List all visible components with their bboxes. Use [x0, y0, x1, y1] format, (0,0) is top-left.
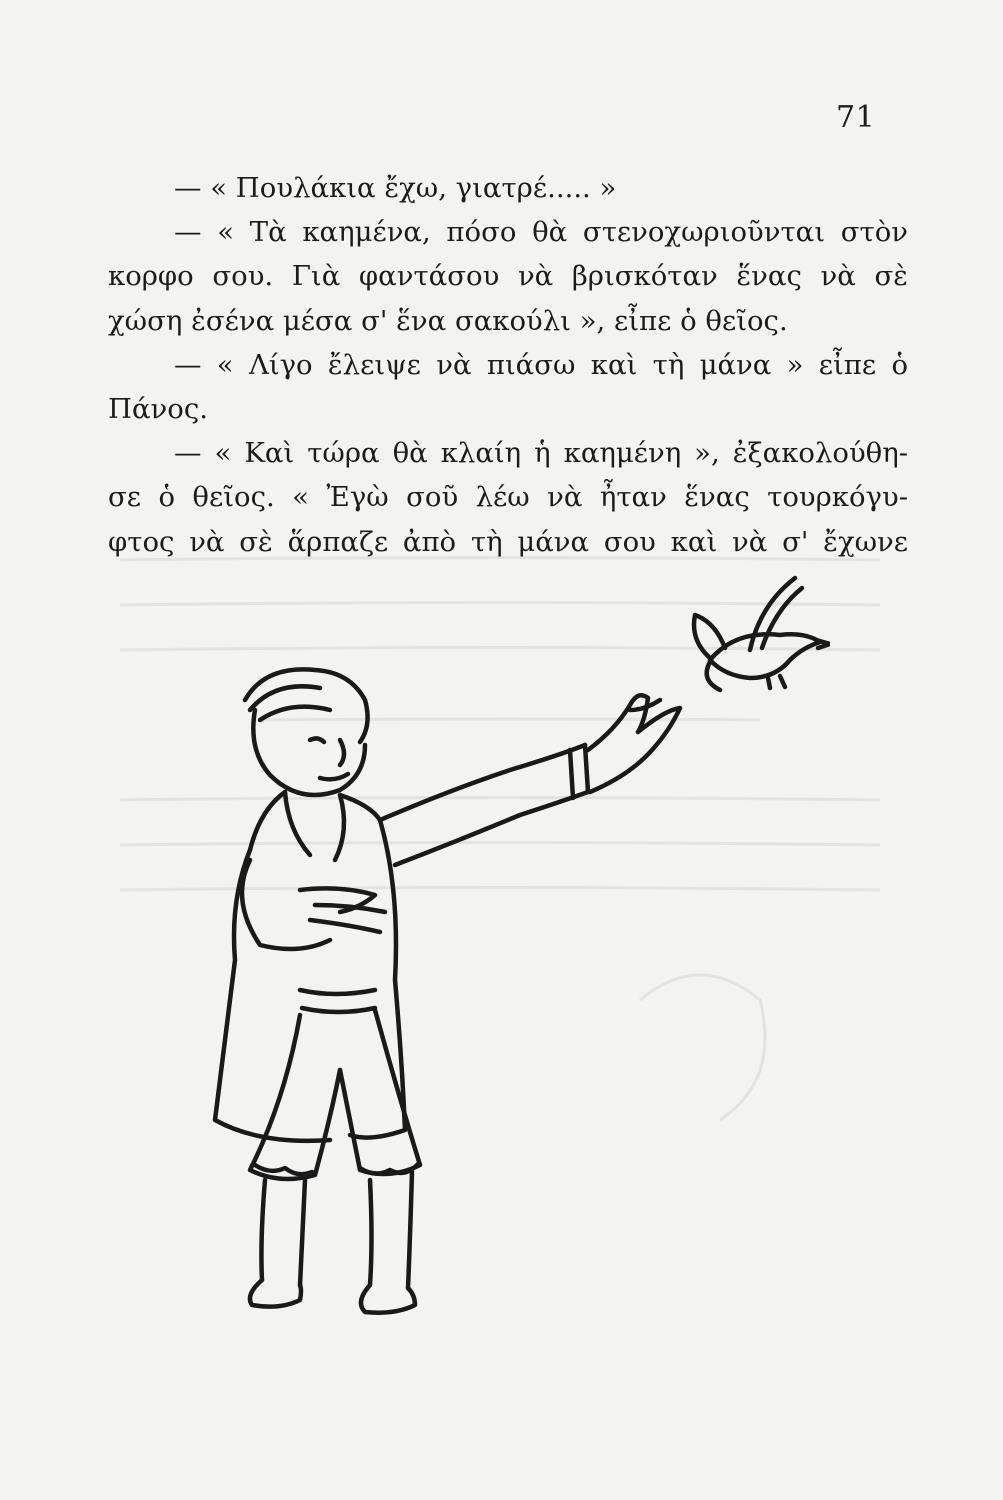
boy-releasing-bird-illustration [190, 560, 830, 1320]
text-line: — « Τὰ καημένα, πόσο θὰ στενοχωριοῦνται στὸν [174, 216, 908, 249]
text-line: σε ὁ θεῖος. « Ἐγὼ σοῦ λέω νὰ ἦταν ἕνας τουρκόγυ- [108, 481, 908, 514]
bird-icon [694, 578, 830, 690]
text-line: χώση ἐσένα μέσα σ' ἕνα σακούλι », εἶπε ὁ θεῖος. [108, 304, 788, 337]
text-line: — « Λίγο ἔλειψε νὰ πιάσω καὶ τὴ μάνα » εἶπε ὁ [174, 348, 908, 381]
text-line: κορφο σου. Γιὰ φαντάσου νὰ βρισκόταν ἕνας νὰ σὲ [108, 260, 908, 293]
text-line: — « Πουλάκια ἔχω, γιατρέ..... » [174, 172, 617, 204]
text-line: — « Καὶ τώρα θὰ κλαίη ἡ καημένη », ἐξακολούθη- [174, 437, 908, 470]
body-text [108, 166, 908, 564]
text-line: Πάνος. [108, 393, 208, 426]
page-number: 71 [836, 100, 876, 135]
text-line: φτος νὰ σὲ ἅρπαζε ἀπὸ τὴ μάνα σου καὶ νὰ σ' ἔχωνε [108, 525, 908, 558]
